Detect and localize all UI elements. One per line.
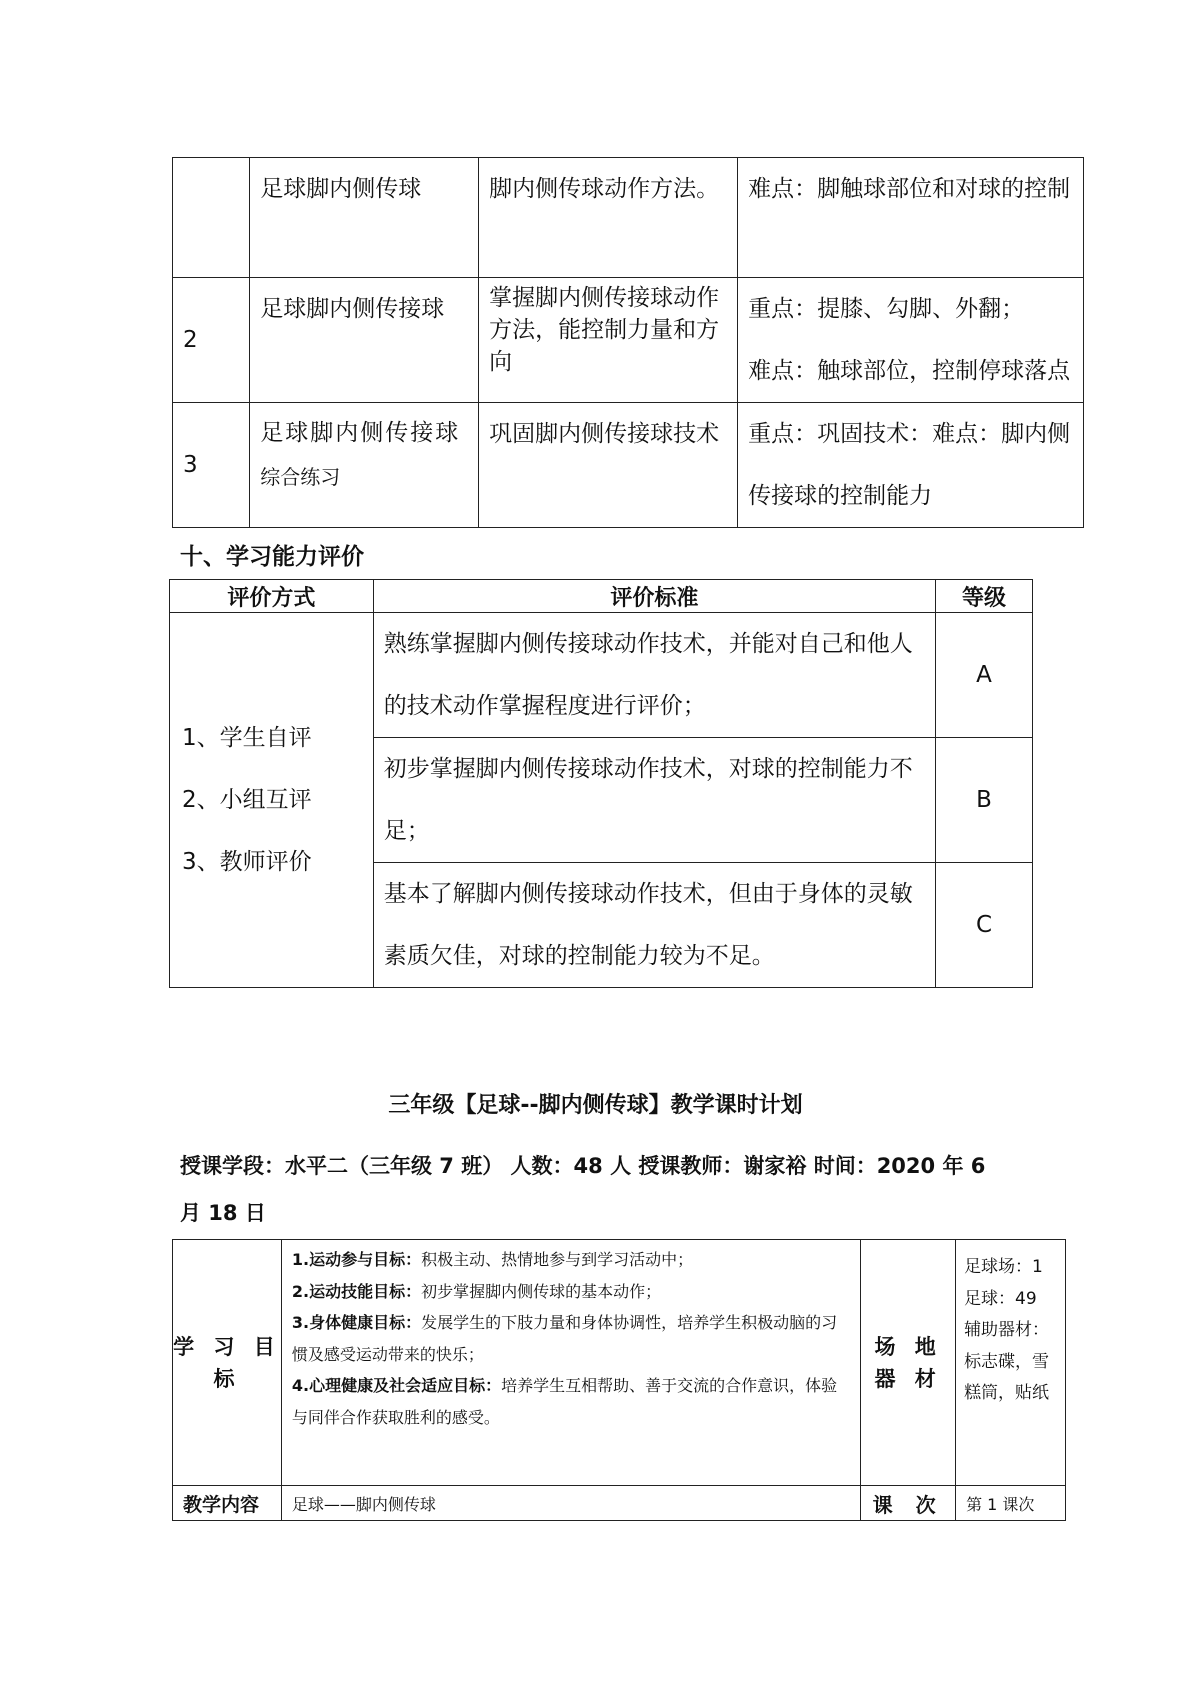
table-row [173,403,1084,528]
evaluation-criterion: 初步掌握脚内侧传接球动作技术，对球的控制能力不足； [373,738,935,863]
lesson-key-points: 重点：巩固技术：难点：脚内侧传接球的控制能力 [738,403,1084,528]
table-header-row [170,580,1033,613]
lesson-content-line1: 足球脚内侧传接球 [260,420,461,446]
grade-value: A [936,613,1033,738]
column-header: 评价方式 [170,580,374,613]
method-item: 2、小组互评 [182,787,312,813]
section-heading: 十、学习能力评价 [180,544,364,570]
row-number [173,158,250,278]
evaluation-methods [170,613,374,988]
column-header: 等级 [936,580,1033,613]
goal-item [292,1276,850,1308]
goal-label: 2.运动技能目标： [291,1281,422,1301]
method-item: 3、教师评价 [182,849,312,875]
goal-text: 初步掌握脚内侧传球的基本动作； [421,1281,662,1301]
lesson-number-value: 第 1 课次 [956,1486,1066,1521]
table-row [173,1486,1066,1521]
lesson-number-label: 课 次 [861,1486,956,1521]
lesson-content: 足球脚内侧传球 [250,158,479,278]
lesson-content-line2: 综合练习 [260,465,341,489]
lesson-key-points [738,278,1084,403]
evaluation-criterion: 熟练掌握脚内侧传接球动作技术，并能对自己和他人的技术动作掌握程度进行评价； [373,613,935,738]
lesson-plan-table [172,1239,1066,1521]
teaching-content-value: 足球——脚内侧传球 [281,1486,860,1521]
lesson-goal: 脚内侧传球动作方法。 [479,158,738,278]
difficulty-point: 难点：触球部位，控制停球落点 [748,358,1071,384]
teaching-content-label: 教学内容 [173,1486,282,1521]
goal-label: 4.心理健康及社会适应目标： [291,1376,502,1395]
grade-value: B [936,738,1033,863]
lesson-key-points: 难点：脚触球部位和对球的控制 [738,158,1084,278]
learning-goals [281,1240,860,1486]
row-number: 2 [173,278,250,403]
table-row [173,1240,1066,1486]
goal-item [292,1370,850,1433]
evaluation-table [169,579,1033,988]
goal-label: 1.运动参与目标： [291,1250,422,1269]
goal-item [292,1307,850,1370]
venue-equipment-list: 足球场：1 足球：49 辅助器材：标志碟，雪糕筒，贴纸 [956,1240,1066,1486]
lesson-sequence-table [172,157,1084,528]
method-item: 1、学生自评 [182,725,312,751]
lesson-content: 足球脚内侧传接球 [250,278,479,403]
venue-equipment-label: 场 地 器 材 [861,1240,956,1486]
lesson-content [250,403,479,528]
goal-label: 3.身体健康目标： [291,1313,422,1332]
evaluation-criterion: 基本了解脚内侧传接球动作技术，但由于身体的灵敏素质欠佳，对球的控制能力较为不足。 [373,863,935,988]
column-header: 评价标准 [373,580,935,613]
lesson-info-line-continued: 月 18 日 [180,1201,266,1225]
goals-label: 学 习 目 标 [173,1240,282,1486]
goal-text: 发展学生的下肢力量和身体协调性，培养学生积极动脑的习惯及感受运动带来的快乐； [291,1313,838,1364]
lesson-plan-title: 三年级【足球--脚内侧传球】教学课时计划 [388,1093,803,1118]
goal-text: 培养学生互相帮助、善于交流的合作意识，体验与同伴合作获取胜利的感受。 [291,1376,838,1427]
table-row [173,158,1084,278]
goal-text: 积极主动、热情地参与到学习活动中； [421,1250,694,1269]
lesson-info-line: 授课学段：水平二（三年级 7 班） 人数：48 人 授课教师：谢家裕 时间：2020 年 6 [180,1154,986,1178]
goal-item [292,1244,850,1276]
table-row [170,613,1033,738]
grade-value: C [936,863,1033,988]
key-point: 重点：提膝、勾脚、外翻； [748,296,1025,322]
table-row [173,278,1084,403]
lesson-goal: 掌握脚内侧传接球动作方法，能控制力量和方向 [479,278,738,403]
row-number: 3 [173,403,250,528]
lesson-goal: 巩固脚内侧传接球技术 [479,403,738,528]
